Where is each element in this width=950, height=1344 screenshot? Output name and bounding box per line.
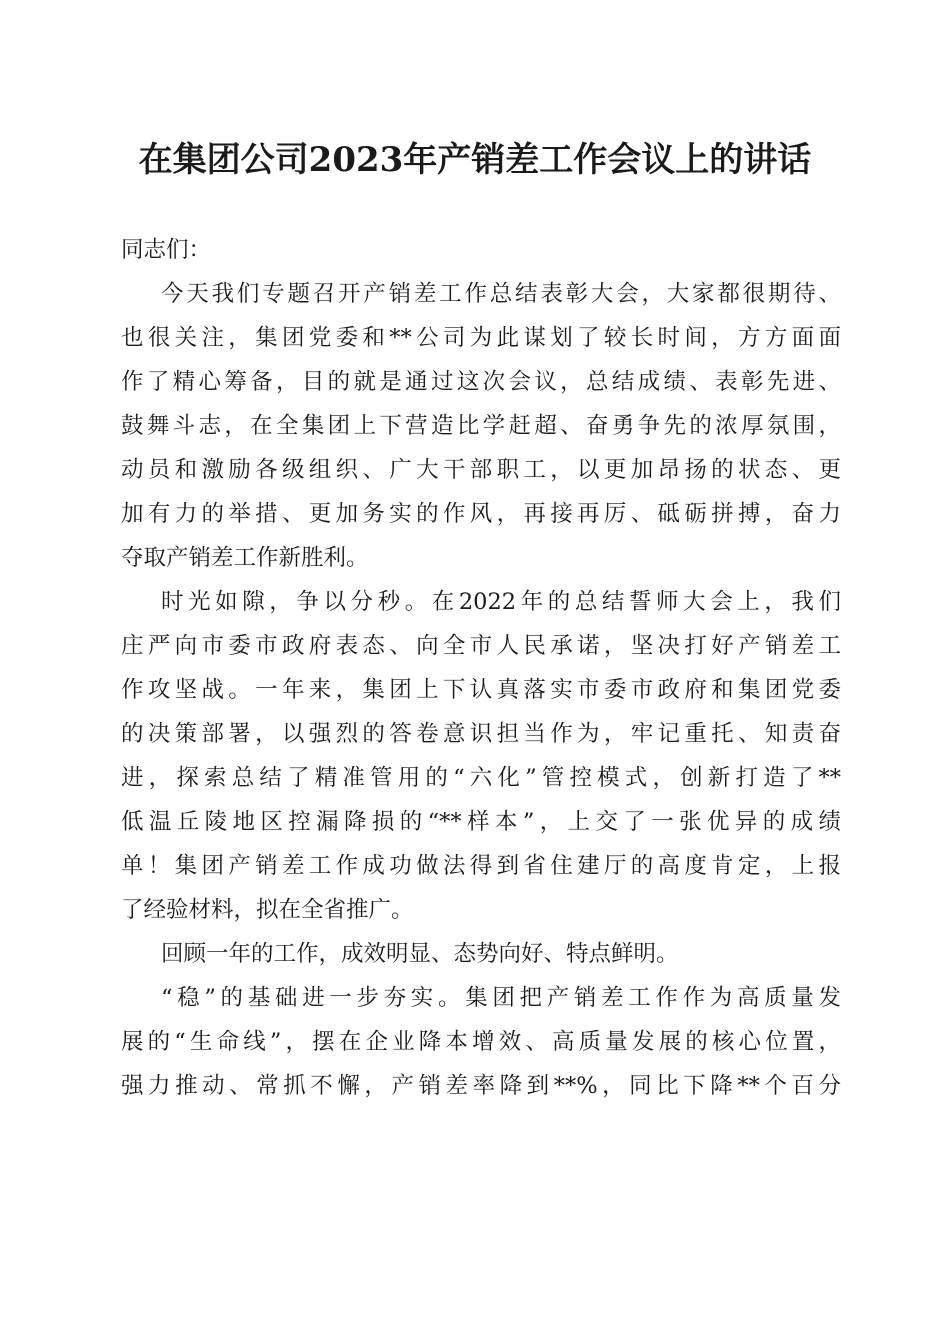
paragraph-1-line-7: 夺取产销差工作新胜利。 <box>121 545 369 571</box>
paragraph-2-line-8: 了经验材料，拟在全省推广。 <box>121 897 414 923</box>
document-body <box>121 228 841 1108</box>
salutation: 同志们： <box>121 237 212 263</box>
paragraph-4-line-1: “稳”的基础进一步夯实。集团把产销差工作作为高质量发 <box>161 985 841 1011</box>
paragraph-1-line-3: 作了精心筹备，目的就是通过这次会议，总结成绩、表彰先进、 <box>121 369 841 395</box>
paragraph-2-line-3: 作攻坚战。一年来，集团上下认真落实市委市政府和集团党委 <box>121 677 841 703</box>
paragraph-1-line-5: 动员和激励各级组织、广大干部职工，以更加昂扬的状态、更 <box>121 457 841 483</box>
paragraph-1-line-6: 加有力的举措、更加务实的作风，再接再厉、砥砺拼搏，奋力 <box>121 501 841 527</box>
paragraph-2-line-4: 的决策部署，以强烈的答卷意识担当作为，牢记重托、知责奋 <box>121 721 841 747</box>
paragraph-2-line-7: 单！集团产销差工作成功做法得到省住建厅的高度肯定，上报 <box>121 853 841 879</box>
paragraph-1-line-4: 鼓舞斗志，在全集团上下营造比学赶超、奋勇争先的浓厚氛围， <box>121 413 841 439</box>
paragraph-2-line-5: 进，探索总结了精准管用的“六化”管控模式，创新打造了** <box>121 765 841 791</box>
document-title: 在集团公司2023年产销差工作会议上的讲话 <box>138 140 812 180</box>
paragraph-2-line-2: 庄严向市委市政府表态、向全市人民承诺，坚决打好产销差工 <box>121 633 841 659</box>
paragraph-2-line-6: 低温丘陵地区控漏降损的“**样本”，上交了一张优异的成绩 <box>121 809 841 835</box>
paragraph-4-line-2: 展的“生命线”，摆在企业降本增效、高质量发展的核心位置， <box>121 1029 841 1055</box>
paragraph-1-line-1: 今天我们专题召开产销差工作总结表彰大会，大家都很期待、 <box>161 281 841 307</box>
paragraph-1-line-2: 也很关注，集团党委和**公司为此谋划了较长时间，方方面面 <box>121 325 841 351</box>
paragraph-4-line-3: 强力推动、常抓不懈，产销差率降到**%，同比下降**个百分 <box>121 1073 841 1099</box>
paragraph-2-line-1: 时光如隙，争以分秒。在2022年的总结誓师大会上，我们 <box>161 589 841 615</box>
paragraph-3-line-1: 回顾一年的工作，成效明显、态势向好、特点鲜明。 <box>161 941 679 967</box>
